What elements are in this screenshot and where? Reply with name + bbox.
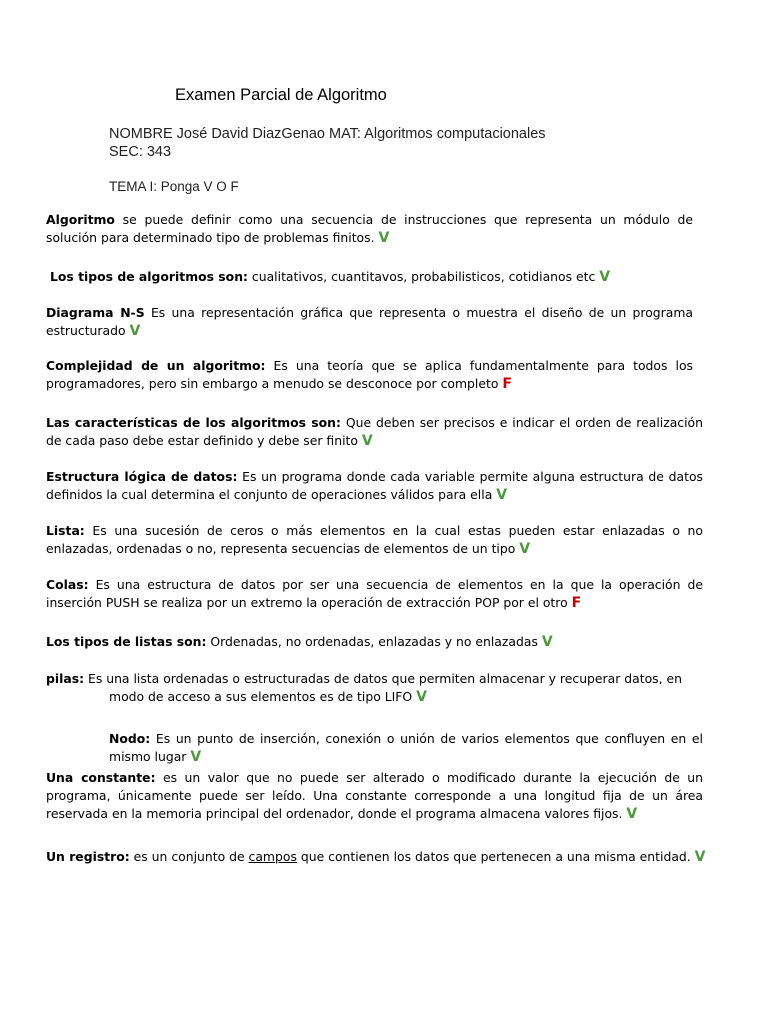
true-mark: V: [378, 230, 390, 246]
name-line: NOMBRE José David DiazGenao MAT: Algoritmos computacionales: [109, 126, 546, 142]
item-text: Es un programa donde cada variable permite alguna estructura de datos definidos la cual determina el conjunto de operaciones válidos para ella: [46, 469, 703, 502]
item-text: es un valor que no puede ser alterado o modificado durante la ejecución de un programa, únicamente puede ser leído. Una constante corresponde a una longitud fija de un área reservada en la memoria principal del ordenador, donde el programa almacena valores fijos.: [46, 770, 703, 821]
item-lista: [46, 522, 703, 558]
term: Diagrama N-S: [46, 305, 145, 320]
item-tipos-algoritmos: [50, 268, 710, 286]
true-mark: V: [626, 806, 638, 822]
item-text: Es una representación gráfica que representa o muestra el diseño de un programa estructurado: [46, 305, 694, 338]
term: Nodo:: [109, 731, 151, 746]
item-tipos-listas: [46, 633, 703, 651]
item-algoritmo: [46, 211, 693, 247]
item-complejidad: [46, 357, 693, 393]
term: Un registro:: [46, 849, 130, 864]
term: Complejidad de un algoritmo:: [46, 358, 266, 373]
term: Lista:: [46, 523, 85, 538]
campos-link[interactable]: campos: [248, 849, 297, 864]
true-mark: V: [496, 487, 508, 503]
item-text: Es una teoría que se aplica fundamentalmente para todos los programadores, pero sin embargo a menudo se desconoce por completo: [46, 358, 693, 391]
true-mark: V: [129, 323, 141, 339]
item-text: es un conjunto de: [129, 849, 249, 864]
item-text: Es una sucesión de ceros o más elementos en la cual estas pueden estar enlazadas o no enlazadas, ordenadas o no, representa secuencias de elementos de un tipo: [46, 523, 703, 556]
true-mark: V: [361, 433, 373, 449]
item-text: cualitativos, cuantitavos, probabilisticos, cotidianos etc: [247, 269, 596, 284]
term: Estructura lógica de datos:: [46, 469, 238, 484]
term: Una constante:: [46, 770, 156, 785]
item-text: Es una lista ordenadas o estructuradas de datos que permiten almacenar y recuperar datos, en: [84, 671, 682, 686]
item-registro: [46, 848, 711, 866]
item-text-continued: modo de acceso a sus elementos es de tipo LIFO: [109, 689, 413, 704]
tema-line: TEMA I: Ponga V O F: [109, 179, 239, 194]
true-mark: V: [416, 689, 427, 705]
term: pilas:: [46, 671, 85, 686]
false-mark: F: [571, 595, 582, 611]
item-pilas: [46, 670, 703, 706]
item-colas: [46, 576, 703, 612]
false-mark: F: [502, 376, 512, 392]
item-text: Ordenadas, no ordenadas, enlazadas y no enlazadas: [206, 634, 538, 649]
term: Los tipos de algoritmos son:: [50, 269, 248, 284]
term: Colas:: [46, 577, 89, 592]
item-diagrama-ns: [46, 304, 693, 340]
term: Algoritmo: [46, 212, 115, 227]
term: Las características de los algoritmos son:: [46, 415, 341, 430]
item-text: se puede definir como una secuencia de instrucciones que representa un módulo de solución para determinado tipo de problemas finitos.: [46, 212, 693, 245]
item-text-continued: que contienen los datos que pertenecen a una misma entidad.: [296, 849, 691, 864]
item-text: Es un punto de inserción, conexión o unión de varios elementos que confluyen en el mismo lugar: [109, 731, 703, 764]
page-title: Examen Parcial de Algoritmo: [175, 86, 387, 104]
item-nodo: [109, 730, 703, 766]
true-mark: V: [541, 634, 553, 650]
item-constante: [46, 769, 703, 823]
true-mark: V: [694, 849, 706, 865]
section-line: SEC: 343: [109, 144, 172, 160]
item-estructura-logica: [46, 468, 703, 504]
item-caracteristicas: [46, 414, 703, 450]
term: Los tipos de listas son:: [46, 634, 207, 649]
item-text: Es una estructura de datos por ser una secuencia de elementos en la que la operación de inserción PUSH se realiza por un extremo la operación de extracción POP por el otro: [46, 577, 703, 610]
true-mark: V: [599, 269, 611, 285]
true-mark: V: [519, 541, 531, 557]
true-mark: V: [190, 749, 202, 765]
item-text: Que deben ser precisos e indicar el orden de realización de cada paso debe estar definido y debe ser finito: [46, 415, 703, 448]
